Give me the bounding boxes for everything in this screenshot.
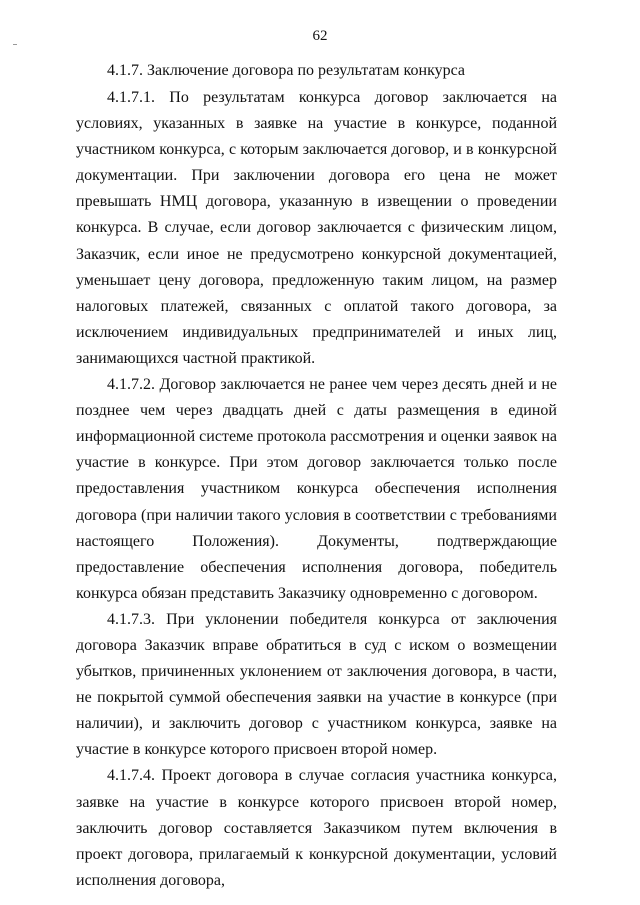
page-number: 62 <box>312 28 328 44</box>
paragraph-4-1-7-2: 4.1.7.2. Договор заключается не ранее чем через десять дней и не позднее чем через двадцать дней с даты размещения в единой информационной системе протокола рассмотрения и оценки заявок на участие в конкурсе. При этом договор заключается только после предоставления участником конкурса обеспечения исполнения договора (при наличии такого условия в соответствии с требованиями настоящего Положения). Документы, подтверждающие предоставление обеспечения исполнения договора, победитель конкурса обязан представить Заказчику одновременно с договором. <box>76 376 558 602</box>
paragraph-4-1-7-4: 4.1.7.4. Проект договора в случае согласия участника конкурса, заявке на участие в конкурсе которого присвоен второй номер, заключить договор составляется Заказчиком путем включения в проект договора, прилагаемый к конкурсной документации, условий исполнения договора, <box>76 767 557 889</box>
document-body <box>76 85 557 894</box>
paragraph-4-1-7-1: 4.1.7.1. По результатам конкурса договор заключается на условиях, указанных в заявке на участие в конкурсе, поданной участником конкурса, с которым заключается договор, и в конкурсной документации. При заключении договора его цена не может превышать НМЦ договора, указанную в извещении о проведении конкурса. В случае, если договор заключается с физическим лицом, Заказчик, если иное не предусмотрено конкурсной документацией, уменьшает цену договора, предложенную таким лицом, на размер налоговых платежей, связанных с оплатой такого договора, за исключением индивидуальных предпринимателей и иных лиц, занимающихся частной практикой. <box>76 89 557 367</box>
section-heading: 4.1.7. Заключение договора по результатам конкурса <box>107 62 466 79</box>
paragraph-4-1-7-3: 4.1.7.3. При уклонении победителя конкурса от заключения договора Заказчик вправе обратиться в суд с иском о возмещении убытков, причиненных уклонением от заключения договора, в части, не покрытой суммой обеспечения заявки на участие в конкурсе (при наличии), и заключить договор с участником конкурса, заявке на участие в конкурсе которого присвоен второй номер. <box>76 610 557 759</box>
